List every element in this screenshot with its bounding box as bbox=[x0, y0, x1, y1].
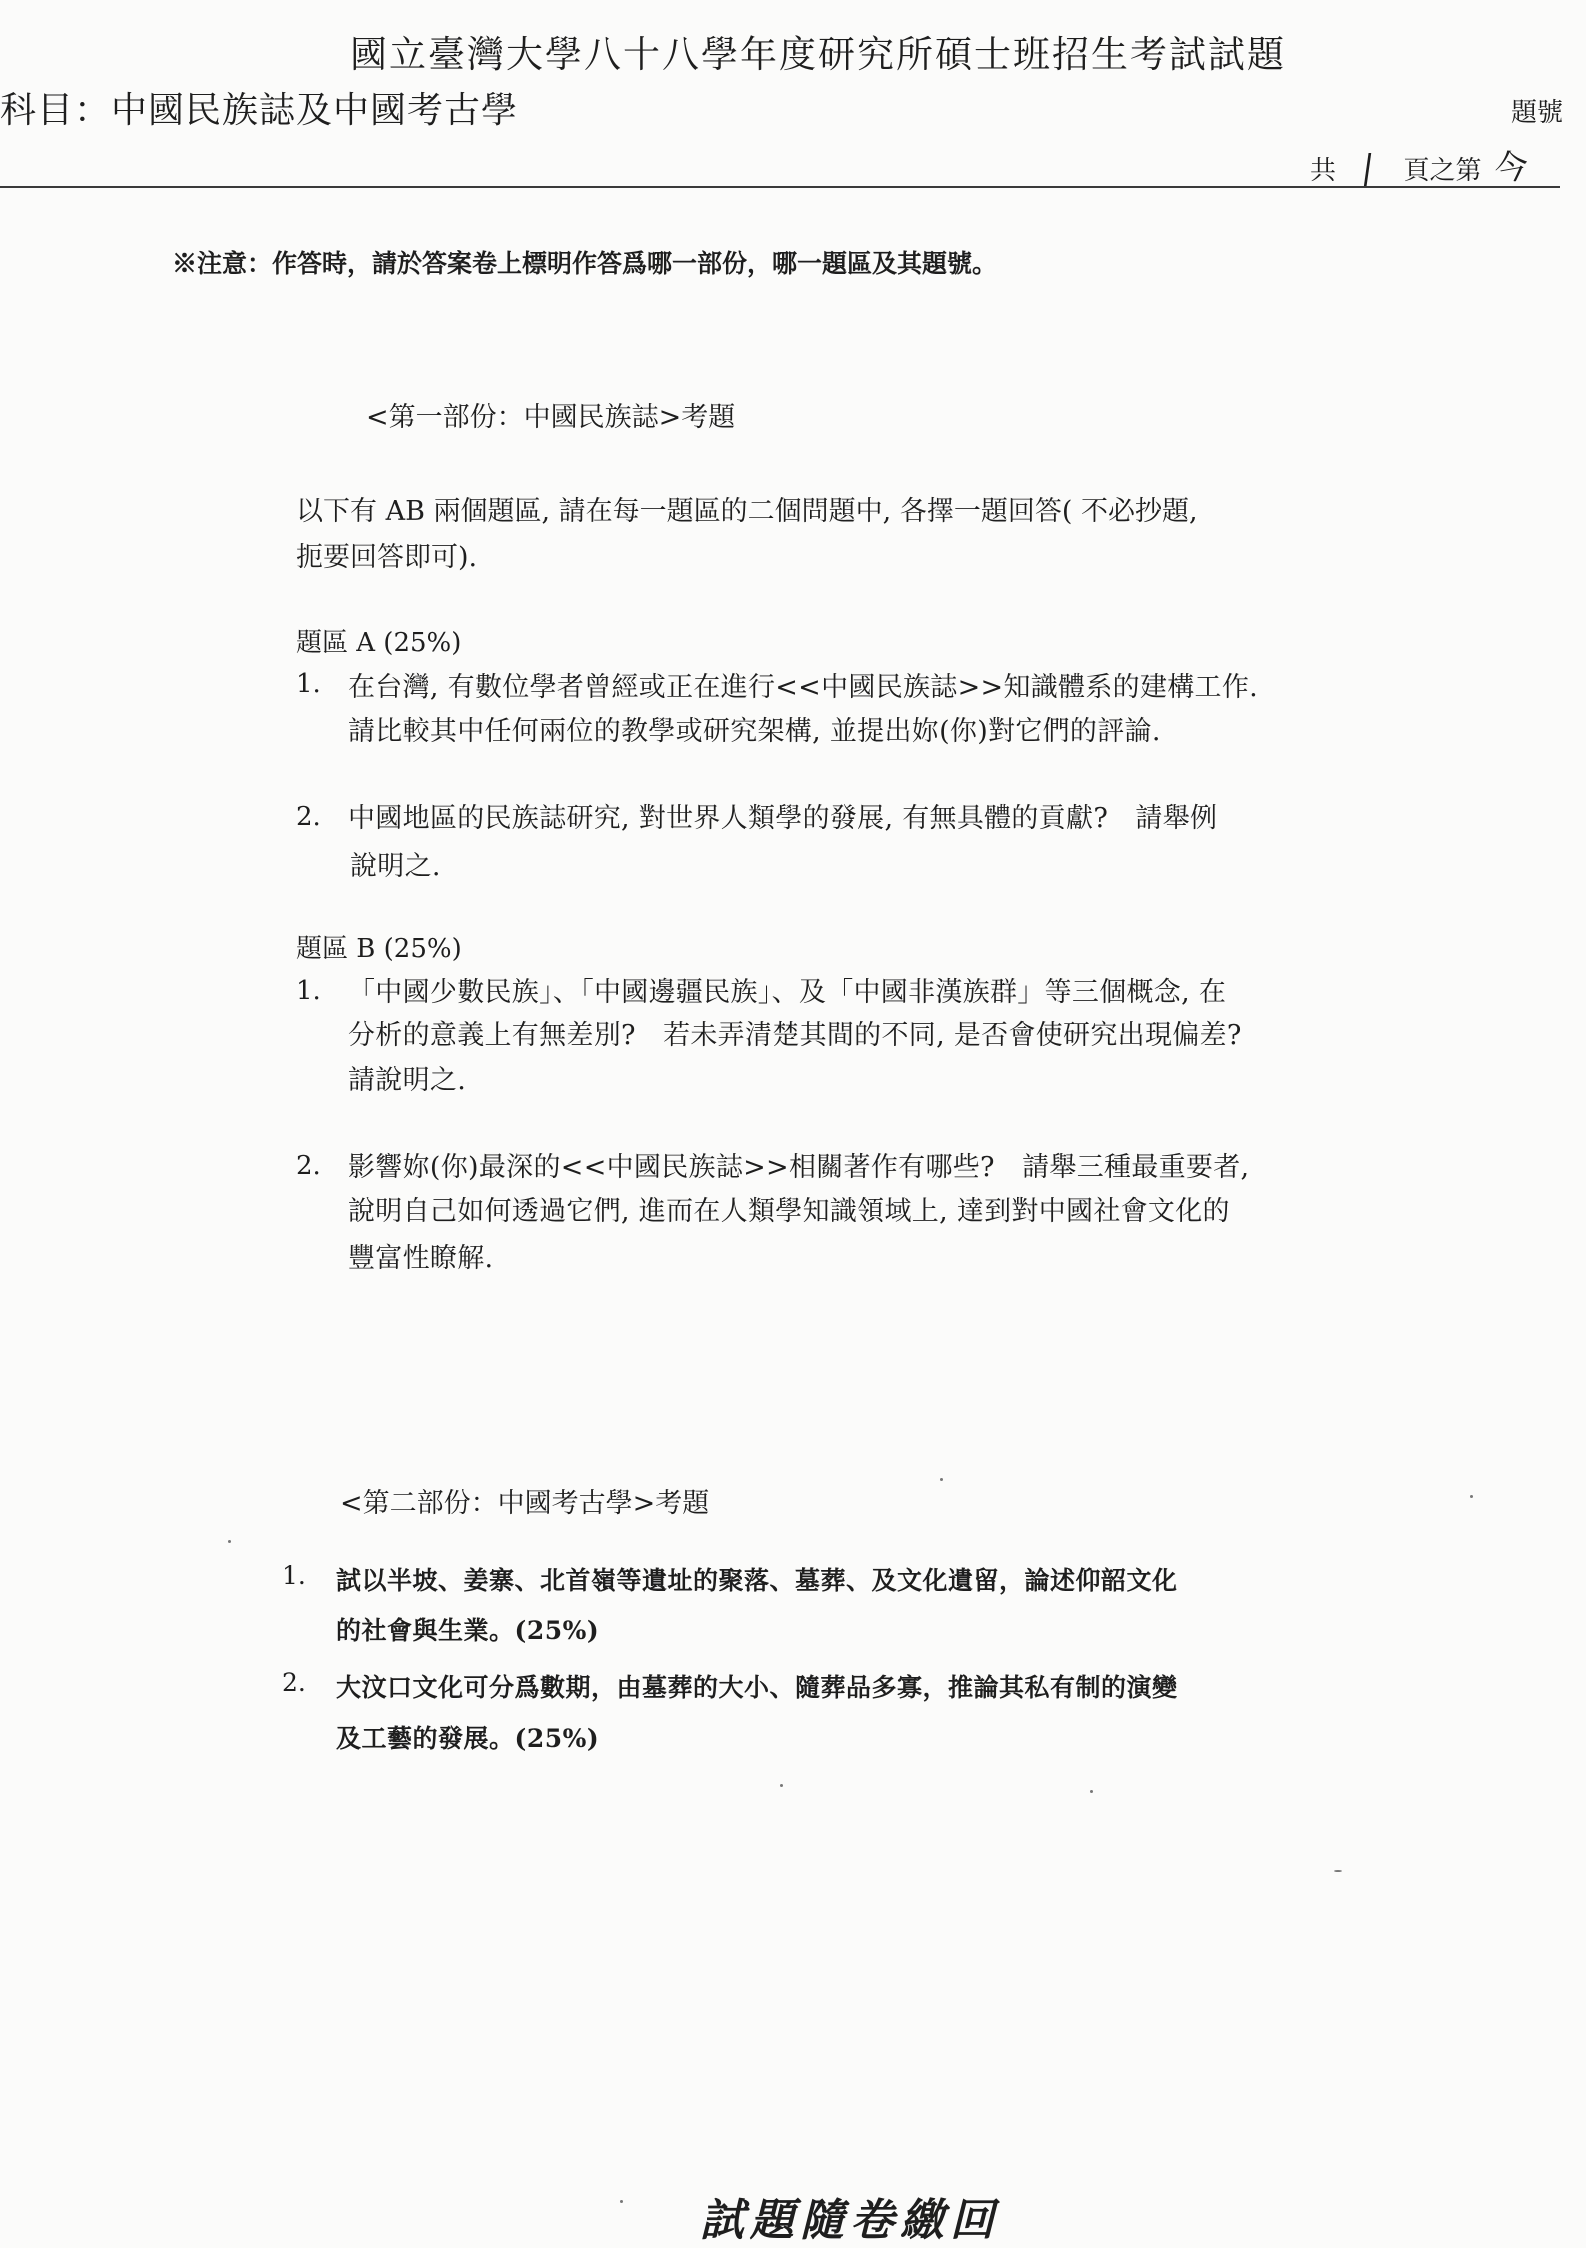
footer-stamp: 試題隨卷繳回 bbox=[700, 2195, 1000, 2246]
scan-speck bbox=[1334, 1870, 1342, 1872]
question-text-line: 中國地區的民族誌研究, 對世界人類學的發展, 有無具體的貢獻? 請舉例 bbox=[348, 803, 1218, 834]
question-text-line: 在台灣, 有數位學者曾經或正在進行<<中國民族誌>>知識體系的建構工作. bbox=[348, 672, 1259, 703]
part1-instructions-line: 以下有 AB 兩個題區, 請在每一題區的二個問題中, 各擇一題回答( 不必抄題, bbox=[296, 496, 1198, 527]
question-number: 1. bbox=[296, 669, 321, 699]
exam-title: 國立臺灣大學八十八學年度研究所碩士班招生考試試題 bbox=[350, 33, 1286, 76]
part1-instructions-line: 扼要回答即可). bbox=[296, 542, 478, 573]
question-number: 1. bbox=[296, 976, 321, 1006]
question-text-line: 請比較其中任何兩位的教學或研究架構, 並提出妳(你)對它們的評論. bbox=[348, 716, 1161, 747]
page-info bbox=[1310, 140, 1532, 191]
question-text-line: 說明自己如何透過它們, 進而在人類學知識領域上, 達到對中國社會文化的 bbox=[348, 1196, 1230, 1227]
question-text-line: 請說明之. bbox=[348, 1065, 467, 1096]
question-number: 2. bbox=[282, 1668, 306, 1697]
scan-speck bbox=[1090, 1790, 1093, 1793]
part1-title: <第一部份：中國民族誌>考題 bbox=[366, 402, 736, 433]
scan-speck bbox=[228, 1540, 231, 1543]
question-text-line: 分析的意義上有無差別? 若未弄清楚其間的不同, 是否會使研究出現偏差? bbox=[348, 1020, 1242, 1051]
question-number: 2. bbox=[296, 1151, 321, 1181]
page-total-handwritten: | bbox=[1359, 148, 1377, 188]
page-prefix: 共 bbox=[1310, 156, 1337, 186]
part2-title: <第二部份：中國考古學>考題 bbox=[340, 1488, 710, 1519]
question-text-line: 大汶口文化可分爲數期，由墓葬的大小、隨葬品多寡，推論其私有制的演變 bbox=[336, 1673, 1178, 1702]
zone-a-label: 題區 A (25%) bbox=[296, 628, 462, 658]
question-text-line: 影響妳(你)最深的<<中國民族誌>>相關著作有哪些? 請舉三種最重要者, bbox=[348, 1152, 1250, 1183]
question-text-line: 「中國少數民族」、「中國邊疆民族」、及「中國非漢族群」等三個概念, 在 bbox=[348, 977, 1227, 1008]
subject-line: 科目：中國民族誌及中國考古學 bbox=[0, 90, 519, 131]
question-number: 1. bbox=[282, 1561, 306, 1590]
question-text-line: 及工藝的發展。(25%) bbox=[336, 1724, 600, 1753]
question-text-line: 豐富性瞭解. bbox=[348, 1243, 494, 1274]
header-divider bbox=[0, 186, 1560, 188]
scan-speck bbox=[620, 2200, 623, 2203]
question-number-label: 題號 bbox=[1511, 98, 1564, 128]
question-text-line: 說明之. bbox=[350, 851, 441, 882]
scan-speck bbox=[940, 1478, 943, 1481]
question-text-line: 的社會與生業。(25%) bbox=[336, 1616, 600, 1645]
question-text-line: 試以半坡、姜寨、北首嶺等遺址的聚落、墓葬、及文化遺留，論述仰韶文化 bbox=[336, 1566, 1178, 1595]
question-number: 2. bbox=[296, 802, 321, 832]
zone-b-label: 題區 B (25%) bbox=[296, 934, 462, 964]
page-mid: 頁之第 bbox=[1403, 156, 1482, 186]
scan-speck bbox=[1470, 1495, 1473, 1498]
answer-notice: ※注意：作答時，請於答案卷上標明作答爲哪一部份，哪一題區及其題號。 bbox=[172, 249, 998, 278]
scan-speck bbox=[780, 1784, 783, 1787]
page-current-handwritten: 今 bbox=[1490, 145, 1532, 191]
